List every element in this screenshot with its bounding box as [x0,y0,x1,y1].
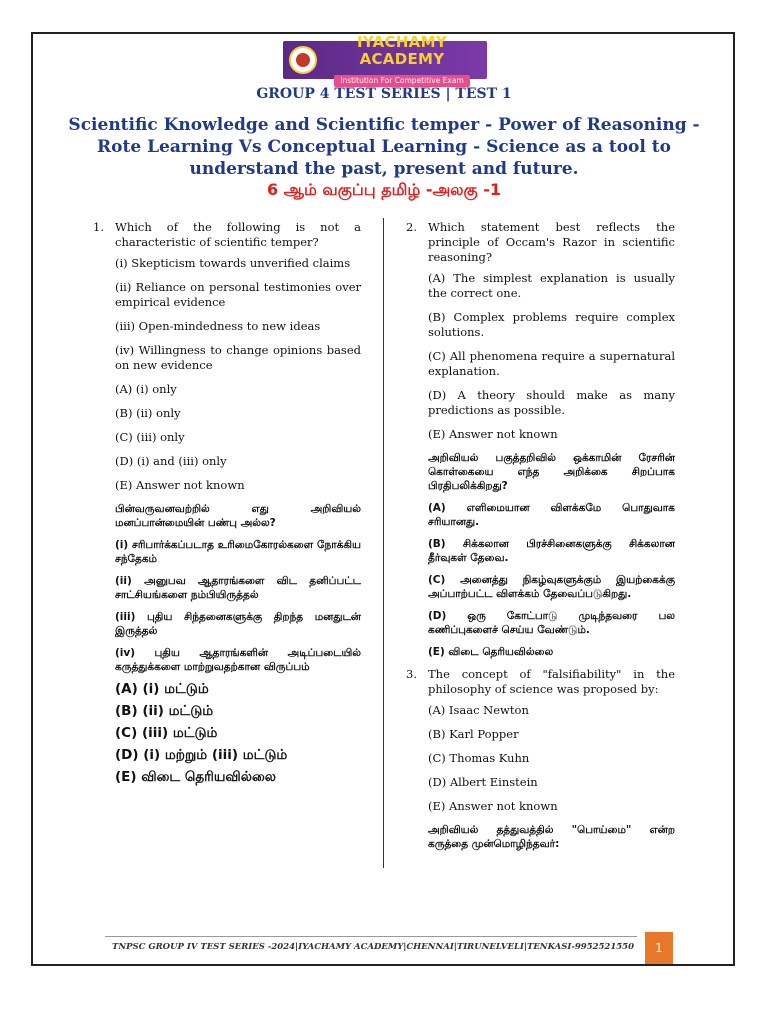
tamil-option-d: (D) ஒரு கோட்பாடு முடிந்தவரை பல கணிப்புகளைச் செய்ய வேண்டும். [428,610,675,636]
option-e: (E) Answer not known [428,799,558,813]
column-divider [383,218,384,868]
unit-heading: 6 ஆம் வகுப்பு தமிழ் -அலகு -1 [267,180,501,199]
question-text: The concept of "falsifiability" in the philosophy of science was proposed by: [428,667,675,696]
question-number: 3. [406,667,417,681]
tamil-option-d: (D) (i) மற்றும் (iii) மட்டும் [115,747,288,763]
question-text: Which statement best reflects the principle of Occam's Razor in scientific reasoning? [428,220,675,264]
tamil-option-e: (E) விடை தெரியவில்லை [428,646,554,658]
tamil-question-text: அறிவியல் பகுத்தறிவில் ஒக்காமின் ரேசரின் கொள்கையை எந்த அறிக்கை சிறப்பாக பிரதிபலிக்கிறது? [428,452,675,492]
option-e: (E) Answer not known [115,478,245,492]
academy-logo [283,32,487,85]
tamil-option-c: (C) (iii) மட்டும் [115,725,218,741]
option-d: (D) Albert Einstein [428,775,538,789]
test-series-title: GROUP 4 TEST SERIES | TEST 1 [256,86,512,102]
statement: (i) Skepticism towards unverified claims [115,256,351,270]
logo-subtitle: Institution For Competitive Exam [334,75,470,87]
option-c: (C) All phenomena require a supernatural explanation. [428,349,675,378]
option-d: (D) (i) and (iii) only [115,454,227,468]
tamil-option-a: (A) எளிமையான விளக்கமே பொதுவாக சரியானது. [428,502,675,528]
footer-text: TNPSC GROUP IV TEST SERIES -2024|IYACHAMY ACADEMY|CHENNAI|TIRUNELVELI|TENKASI-9952521550 [112,942,634,952]
option-a: (A) The simplest explanation is usually the correct one. [428,271,675,300]
question-2 [406,220,675,265]
option-b: (B) (ii) only [115,406,181,420]
option-e: (E) Answer not known [428,427,558,441]
tamil-statement: (iii) புதிய சிந்தனைகளுக்கு திறந்த மனதுடன் இருத்தல் [115,611,361,637]
option-b: (B) Karl Popper [428,727,519,741]
question-1 [93,220,361,250]
tamil-statement: (i) சரிபார்க்கப்படாத உரிமைகோரல்களை நோக்கிய சந்தேகம் [115,539,361,565]
left-column [93,220,361,792]
question-3 [406,667,675,697]
tamil-question-text: அறிவியல் தத்துவத்தில் "பொய்மை" என்ற கருத்தை முன்மொழிந்தவர்: [428,824,675,850]
tamil-question-text: பின்வருவனவற்றில் எது அறிவியல் மனப்பான்மையின் பண்பு அல்ல? [115,503,361,529]
option-c: (C) (iii) only [115,430,185,444]
page-number: 1 [645,932,673,964]
tamil-option-a: (A) (i) மட்டும் [115,681,209,697]
question-number: 1. [93,220,104,234]
question-text: Which of the following is not a characteristic of scientific temper? [115,220,361,249]
statement: (iii) Open-mindedness to new ideas [115,319,321,333]
right-column [406,220,675,859]
option-a: (A) (i) only [115,382,177,396]
tamil-option-e: (E) விடை தெரியவில்லை [115,769,276,785]
seal-icon [289,46,317,74]
tamil-option-b: (B) சிக்கலான பிரச்சினைகளுக்கு சிக்கலான தீர்வுகள் தேவை. [428,538,675,564]
logo-title: IYACHAMY ACADEMY [357,32,447,68]
tamil-statement: (ii) அனுபவ ஆதாரங்களை விட தனிப்பட்ட சாட்சியங்களை நம்பியிருத்தல் [115,575,361,601]
tamil-option-b: (B) (ii) மட்டும் [115,703,214,719]
option-d: (D) A theory should make as many predictions as possible. [428,388,675,417]
footer-rule [105,936,637,937]
option-c: (C) Thomas Kuhn [428,751,530,765]
option-a: (A) Isaac Newton [428,703,529,717]
option-b: (B) Complex problems require complex solutions. [428,310,675,339]
tamil-statement: (iv) புதிய ஆதாரங்களின் அடிப்படையில் கருத்துக்களை மாற்றுவதற்கான விருப்பம் [115,647,361,673]
statement: (iv) Willingness to change opinions based on new evidence [115,343,361,372]
question-number: 2. [406,220,417,234]
statement: (ii) Reliance on personal testimonies over empirical evidence [115,280,361,309]
topic-heading: Scientific Knowledge and Scientific temper - Power of Reasoning - Rote Learning Vs Conceptual Learning - Science as a tool to understand the past, present and future. [68,115,700,179]
tamil-option-c: (C) அனைத்து நிகழ்வுகளுக்கும் இயற்கைக்கு அப்பாற்பட்ட விளக்கம் தேவைப்படுகிறது. [428,574,675,600]
